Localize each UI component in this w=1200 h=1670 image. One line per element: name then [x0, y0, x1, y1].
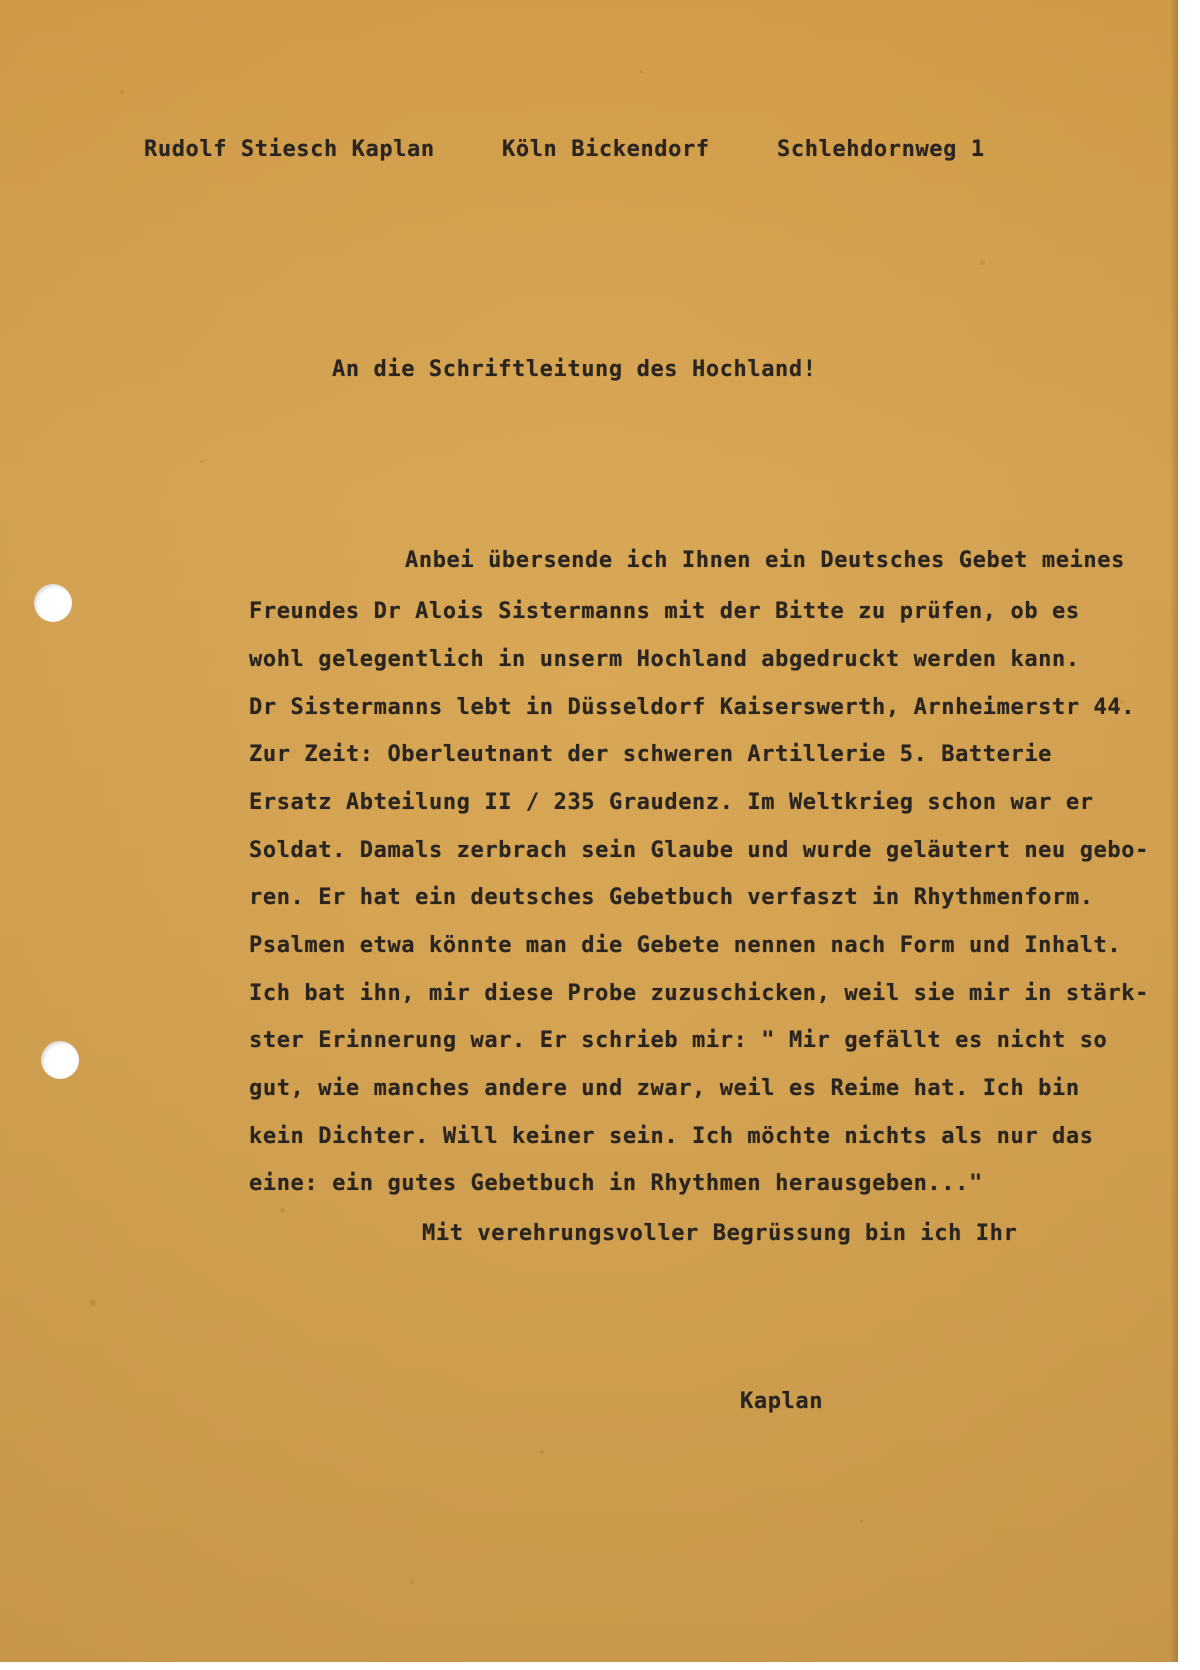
body-line: Soldat. Damals zerbrach sein Glaube und wurde geläutert neu gebo-	[249, 838, 1149, 863]
body-line: kein Dichter. Will keiner sein. Ich möchte nichts als nur das	[249, 1124, 1094, 1149]
salutation: An die Schriftleitung des Hochland!	[332, 357, 817, 382]
body-line: Dr Sistermanns lebt in Düsseldorf Kaiserswerth, Arnheimerstr 44.	[249, 695, 1136, 720]
paper-speck	[860, 1520, 863, 1523]
body-line: ster Erinnerung war. Er schrieb mir: " Mir gefällt es nicht so	[249, 1028, 1108, 1053]
signature: Kaplan	[740, 1389, 824, 1414]
paper-speck	[90, 1300, 96, 1306]
body-line: Anbei übersende ich Ihnen ein Deutsches Gebet meines	[405, 548, 1125, 573]
paper-speck	[640, 70, 643, 73]
body-line: wohl gelegentlich in unserm Hochland abgedruckt werden kann.	[249, 647, 1080, 672]
paper-speck	[280, 1208, 285, 1213]
body-line: Freundes Dr Alois Sistermanns mit der Bitte zu prüfen, ob es	[249, 599, 1080, 624]
body-line: eine: ein gutes Gebetbuch in Rhythmen herausgeben..."	[249, 1171, 983, 1196]
punch-hole-upper	[34, 584, 72, 622]
sender-name: Rudolf Stiesch Kaplan	[144, 137, 435, 162]
body-line: Ersatz Abteilung II / 235 Graudenz. Im Weltkrieg schon war er	[249, 790, 1094, 815]
paper-speck	[200, 460, 203, 463]
punch-hole-lower	[41, 1041, 79, 1079]
body-line: gut, wie manches andere und zwar, weil es Reime hat. Ich bin	[249, 1076, 1080, 1101]
body-line: ren. Er hat ein deutsches Gebetbuch verfaszt in Rhythmenform.	[249, 885, 1094, 910]
paper-speck	[980, 260, 985, 265]
body-line: Ich bat ihn, mir diese Probe zuzuschicken, weil sie mir in stärk-	[249, 981, 1149, 1006]
paper-speck	[540, 1450, 544, 1454]
paper-speck	[120, 90, 124, 94]
sender-street: Schlehdornweg 1	[777, 137, 985, 162]
body-line: Zur Zeit: Oberleutnant der schweren Artillerie 5. Batterie	[249, 742, 1053, 767]
sender-city: Köln Bickendorf	[502, 137, 710, 162]
page-edge-shadow	[1170, 0, 1178, 1662]
body-line: Psalmen etwa könnte man die Gebete nennen nach Form und Inhalt.	[249, 933, 1122, 958]
paper-speck	[410, 1580, 414, 1584]
closing-line: Mit verehrungsvoller Begrüssung bin ich Ihr	[422, 1221, 1018, 1246]
